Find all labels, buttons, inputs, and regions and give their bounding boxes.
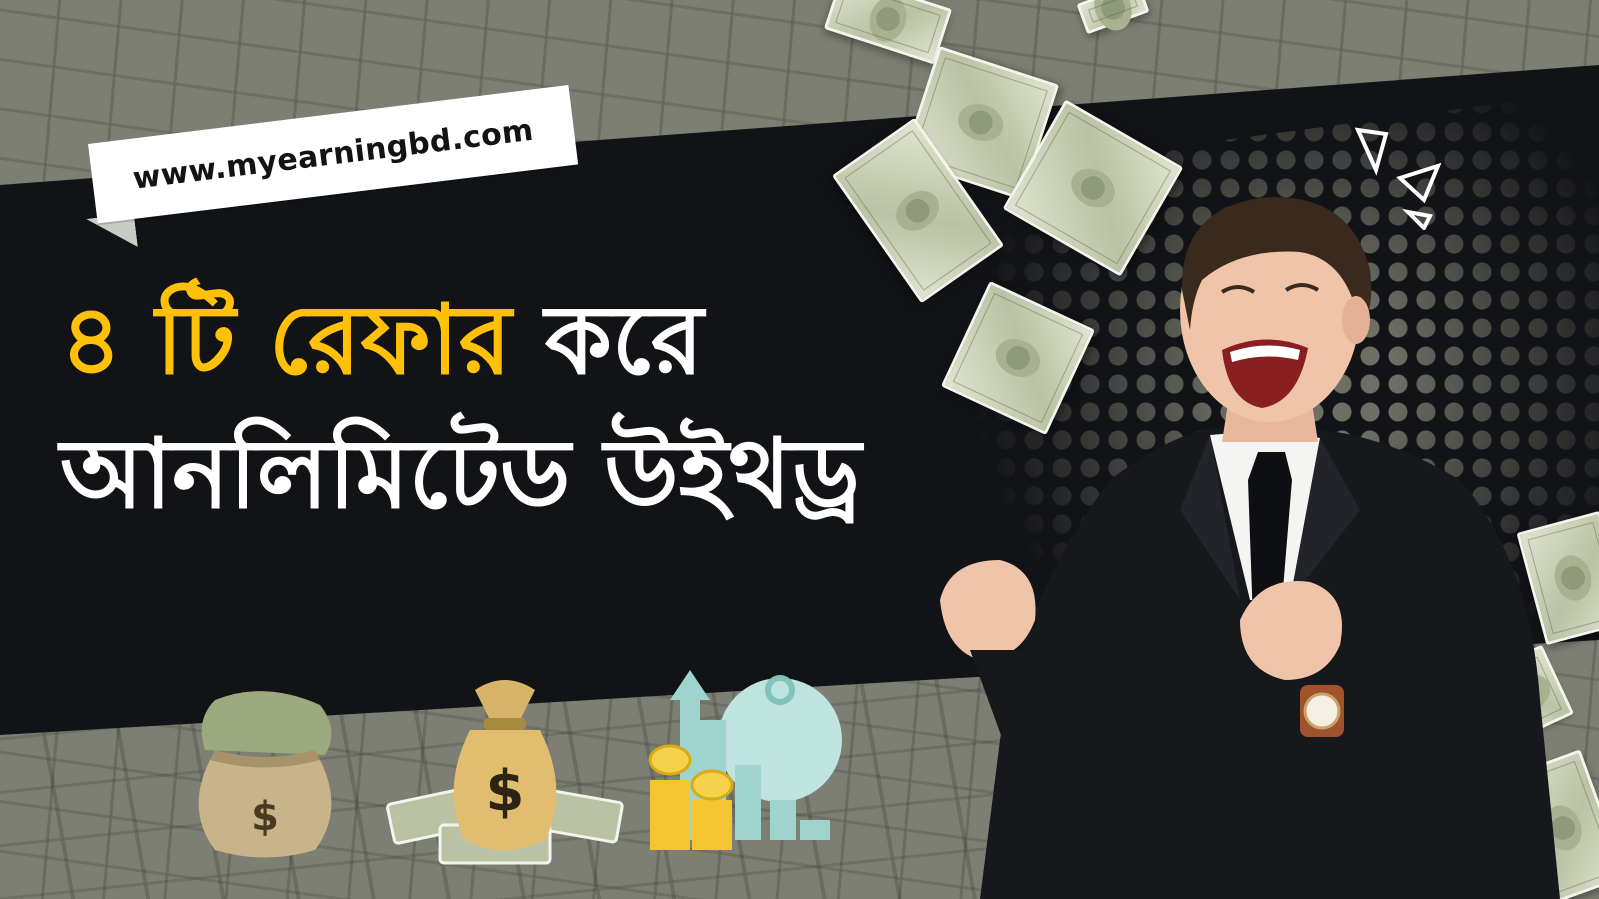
money-bag-icon xyxy=(175,660,355,860)
headline-line-2: আনলিমিটেড উইথড্র xyxy=(60,418,862,530)
svg-text:$: $ xyxy=(485,759,525,824)
svg-text:$: $ xyxy=(251,794,279,840)
dollar-sack-icon xyxy=(380,660,630,870)
website-url: www.myearningbd.com xyxy=(130,112,536,197)
growth-chart-icon xyxy=(640,660,850,860)
headline-highlight: ৪ টি রেফার xyxy=(60,284,512,396)
headline xyxy=(60,284,920,530)
headline-line-1-rest: করে xyxy=(511,284,704,396)
excited-businessman xyxy=(940,180,1599,899)
headline-line-1 xyxy=(60,284,920,396)
